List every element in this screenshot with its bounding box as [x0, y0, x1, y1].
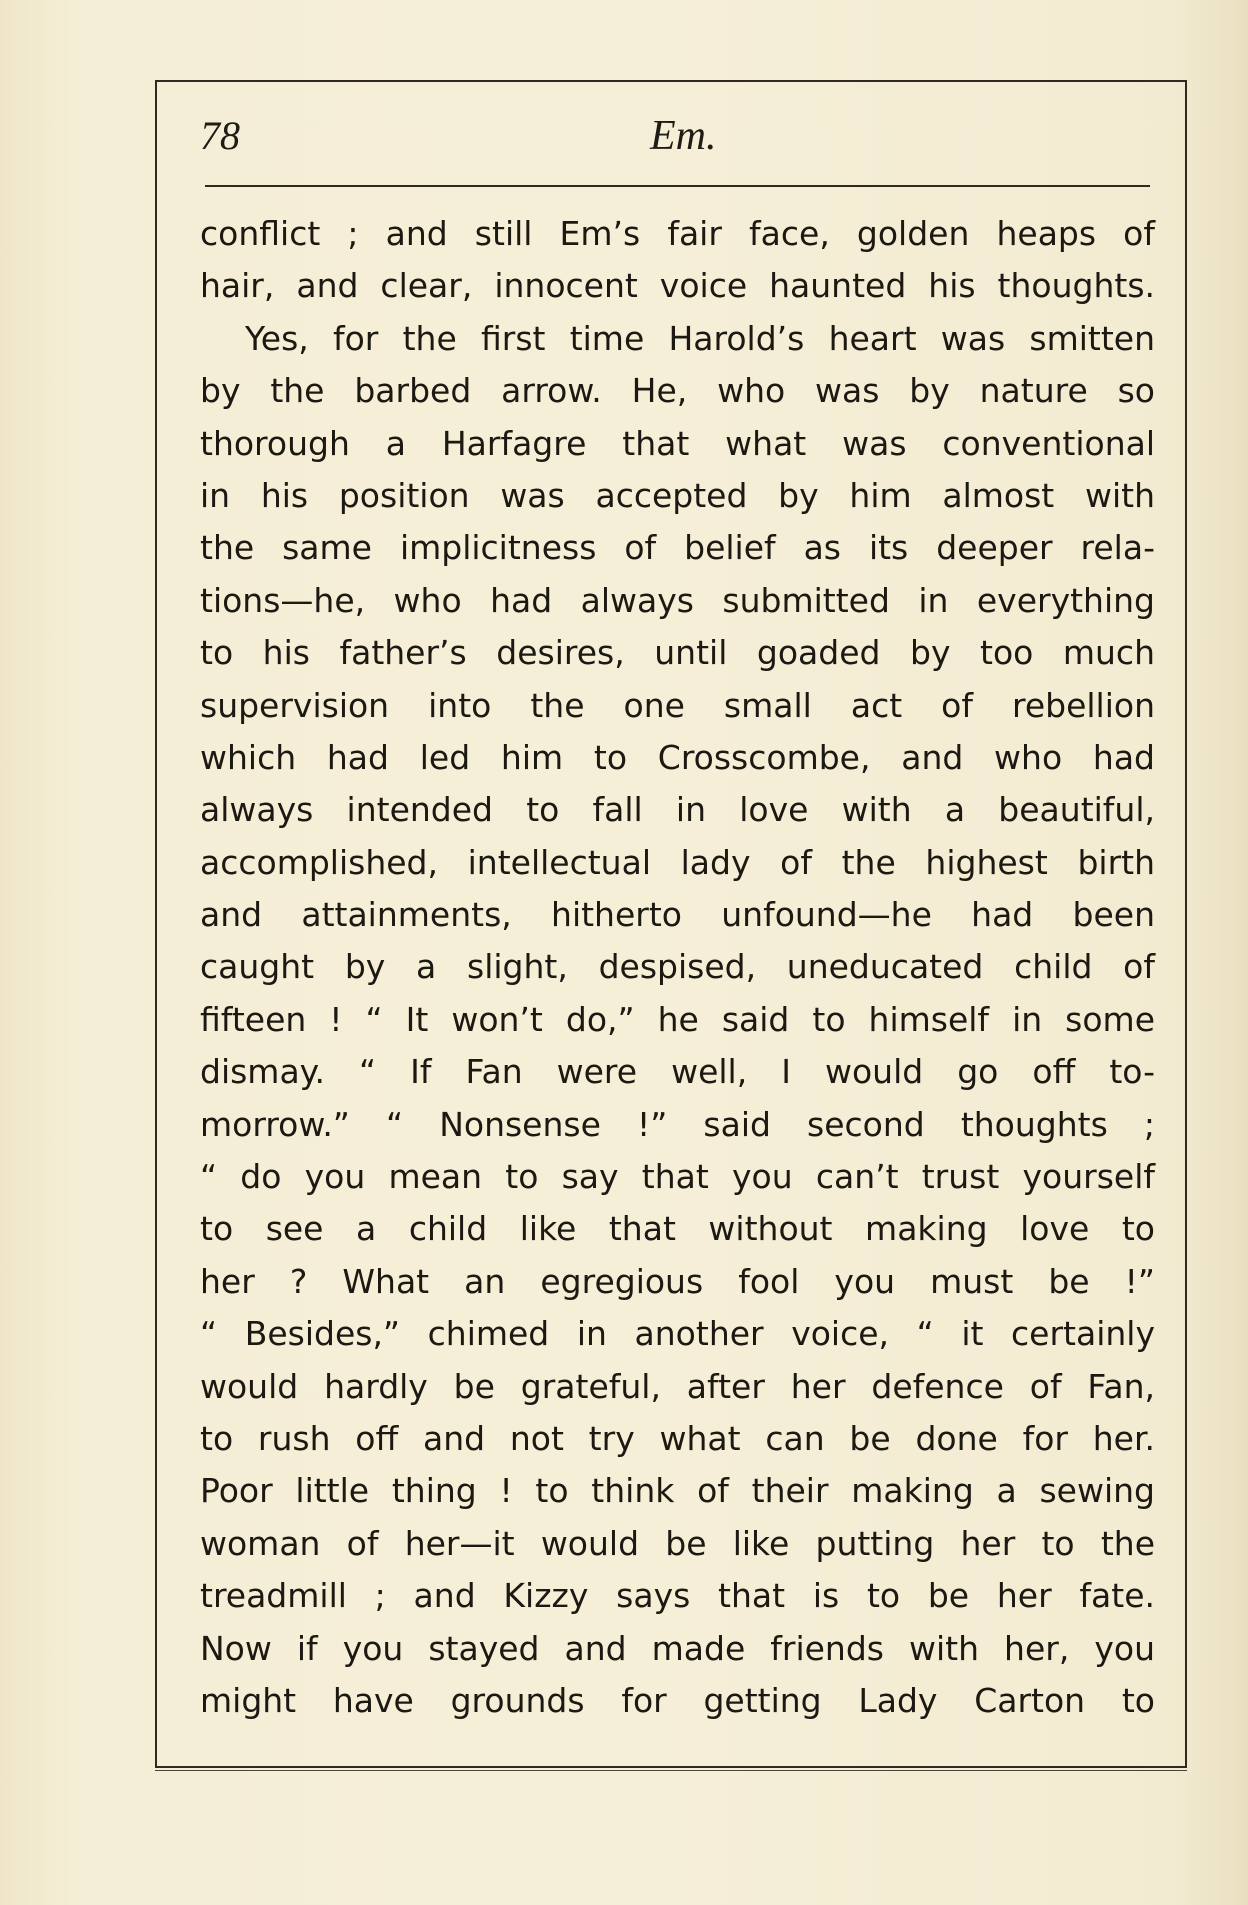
- text-line: Yes, for the first time Harold’s heart was smitten: [245, 318, 1155, 358]
- text-line: and attainments, hitherto unfound—he had been: [200, 895, 1155, 935]
- text-line: would hardly be grateful, after her defence of Fan,: [200, 1366, 1155, 1406]
- text-line: treadmill ; and Kizzy says that is to be her fate.: [200, 1576, 1155, 1616]
- text-line: “ do you mean to say that you can’t trust yourself: [200, 1157, 1155, 1197]
- text-line: always intended to fall in love with a beautiful,: [200, 790, 1155, 830]
- text-line: hair, and clear, innocent voice haunted his thoughts.: [200, 266, 1155, 306]
- text-line: the same implicitness of belief as its deeper rela-: [200, 528, 1155, 568]
- text-line: conflict ; and still Em’s fair face, golden heaps of: [200, 214, 1155, 253]
- text-line: dismay. “ If Fan were well, I would go off to-: [200, 1052, 1155, 1092]
- text-line: to rush off and not try what can be done for her.: [200, 1418, 1155, 1458]
- text-line: her ? What an egregious fool you must be !”: [200, 1261, 1155, 1301]
- page-header: [200, 112, 1152, 172]
- running-title: Em.: [650, 113, 717, 159]
- frame-bottom-rule: [155, 1770, 1187, 1771]
- text-line: Now if you stayed and made friends with her, you: [200, 1628, 1155, 1668]
- header-rule: [205, 185, 1150, 187]
- text-line: supervision into the one small act of rebellion: [200, 685, 1155, 725]
- text-line: “ Besides,” chimed in another voice, “ it certainly: [200, 1314, 1155, 1354]
- text-line: thorough a Harfagre that what was conventional: [200, 423, 1155, 463]
- text-line: caught by a slight, despised, uneducated child of: [200, 947, 1155, 987]
- text-line: tions—he, who had always submitted in everything: [200, 580, 1155, 620]
- text-line: woman of her—it would be like putting her to the: [200, 1523, 1155, 1563]
- body-text: [200, 208, 1155, 1727]
- text-line: to see a child like that without making love to: [200, 1209, 1155, 1249]
- page-number: 78: [200, 113, 240, 158]
- text-line: morrow.” “ Nonsense !” said second thoughts ;: [200, 1104, 1155, 1144]
- text-line: in his position was accepted by him almost with: [200, 475, 1155, 515]
- text-line: by the barbed arrow. He, who was by nature so: [200, 371, 1155, 411]
- text-line: fifteen ! “ It won’t do,” he said to himself in some: [200, 999, 1155, 1039]
- text-line: might have grounds for getting Lady Carton to: [200, 1680, 1155, 1720]
- text-line: which had led him to Crosscombe, and who had: [200, 737, 1155, 777]
- text-line: accomplished, intellectual lady of the highest birth: [200, 842, 1155, 882]
- text-line: to his father’s desires, until goaded by too much: [200, 633, 1155, 673]
- text-line: Poor little thing ! to think of their making a sewing: [200, 1471, 1155, 1511]
